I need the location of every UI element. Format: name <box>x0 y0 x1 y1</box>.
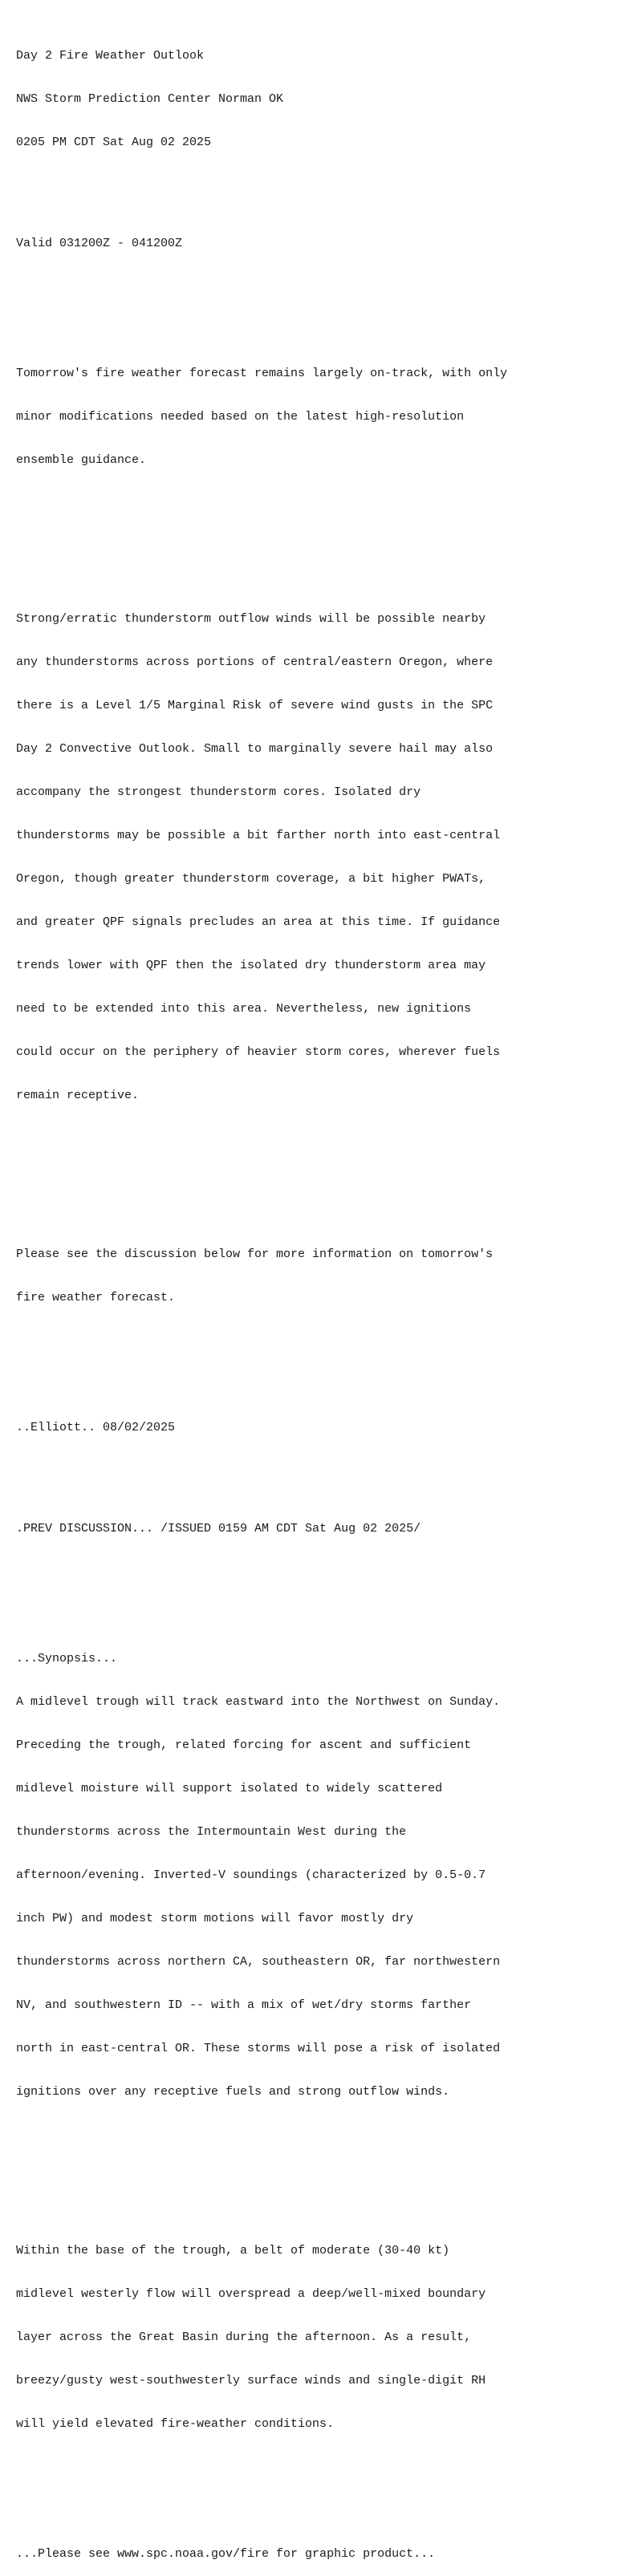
paragraph-line: midlevel westerly flow will overspread a deep/well-mixed boundary <box>16 2287 486 2301</box>
spacer <box>16 2489 634 2504</box>
paragraph-line: midlevel moisture will support isolated to widely scattered <box>16 1782 443 1795</box>
paragraph-line: there is a Level 1/5 Marginal Risk of severe wind gusts in the SPC <box>16 699 494 712</box>
spacer <box>16 1565 634 1580</box>
paragraph-line: Day 2 Convective Outlook. Small to marginally severe hail may also <box>16 742 494 756</box>
paragraph-line: fire weather forecast. <box>16 1291 176 1304</box>
paragraph-line: any thunderstorms across portions of central/eastern Oregon, where <box>16 655 494 669</box>
paragraph-line: layer across the Great Basin during the afternoon. As a result, <box>16 2331 472 2344</box>
paragraph-line: Strong/erratic thunderstorm outflow winds will be possible nearby <box>16 612 486 626</box>
previous-discussion-header: .PREV DISCUSSION... /ISSUED 0159 AM CDT Sat Aug 02 2025/ <box>16 1522 421 1535</box>
paragraph-line: Please see the discussion below for more information on tomorrow's <box>16 1247 494 1261</box>
paragraph-line: ignitions over any receptive fuels and strong outflow winds. <box>16 2085 450 2099</box>
paragraph-line: thunderstorms across the Intermountain West during the <box>16 1825 407 1839</box>
paragraph-line: ensemble guidance. <box>16 453 147 467</box>
spacer <box>16 179 634 193</box>
paragraph-line: will yield elevated fire-weather conditions. <box>16 2417 335 2431</box>
paragraph-line: minor modifications needed based on the latest high-resolution <box>16 410 465 424</box>
spacer <box>16 1464 634 1479</box>
spacer <box>16 280 634 294</box>
paragraph-line: thunderstorms may be possible a bit farther north into east-central <box>16 829 501 842</box>
paragraph-line: trends lower with QPF then the isolated dry thunderstorm area may <box>16 959 486 972</box>
spacer <box>16 525 634 540</box>
paragraph-line: Oregon, though greater thunderstorm coverage, a bit higher PWATs, <box>16 872 486 886</box>
thunderstorm-paragraph <box>16 583 634 1132</box>
paragraph-line: Within the base of the trough, a belt of moderate (30-40 kt) <box>16 2244 450 2258</box>
paragraph-line: A midlevel trough will track eastward into the Northwest on Sunday. <box>16 1695 501 1709</box>
discussion-note-paragraph <box>16 1219 634 1334</box>
paragraph-line: accompany the strongest thunderstorm cores. Isolated dry <box>16 785 421 799</box>
issuing-office: NWS Storm Prediction Center Norman OK <box>16 92 284 106</box>
forecaster-signature: ..Elliott.. 08/02/2025 <box>16 1421 176 1434</box>
spacer <box>16 1161 634 1175</box>
fire-weather-outlook-document <box>16 20 634 2576</box>
paragraph-line: Preceding the trough, related forcing for ascent and sufficient <box>16 1738 472 1752</box>
paragraph-line: Tomorrow's fire weather forecast remains largely on-track, with only <box>16 367 508 380</box>
outlook-title: Day 2 Fire Weather Outlook <box>16 49 205 63</box>
paragraph-line: north in east-central OR. These storms will pose a risk of isolated <box>16 2042 501 2055</box>
paragraph-line: breezy/gusty west-southwesterly surface winds and single-digit RH <box>16 2374 486 2387</box>
paragraph-line: could occur on the periphery of heavier storm cores, wherever fuels <box>16 1045 501 1059</box>
trough-paragraph <box>16 2215 634 2460</box>
summary-paragraph <box>16 338 634 497</box>
paragraph-line: inch PW) and modest storm motions will favor mostly dry <box>16 1912 414 1925</box>
paragraph-line: need to be extended into this area. Nevertheless, new ignitions <box>16 1002 472 1016</box>
paragraph-line: and greater QPF signals precludes an area at this time. If guidance <box>16 915 501 929</box>
paragraph-line: remain receptive. <box>16 1089 140 1102</box>
spacer <box>16 2157 634 2172</box>
graphic-product-footer: ...Please see www.spc.noaa.gov/fire for graphic product... <box>16 2547 436 2561</box>
issue-time: 0205 PM CDT Sat Aug 02 2025 <box>16 136 212 149</box>
paragraph-line: afternoon/evening. Inverted-V soundings (characterized by 0.5-0.7 <box>16 1868 486 1882</box>
synopsis-section <box>16 1623 634 2128</box>
paragraph-line: NV, and southwestern ID -- with a mix of wet/dry storms farther <box>16 1998 472 2012</box>
spacer <box>16 1363 634 1377</box>
paragraph-line: thunderstorms across northern CA, southeastern OR, far northwestern <box>16 1955 501 1969</box>
synopsis-heading: ...Synopsis... <box>16 1652 118 1665</box>
valid-period: Valid 031200Z - 041200Z <box>16 237 183 250</box>
